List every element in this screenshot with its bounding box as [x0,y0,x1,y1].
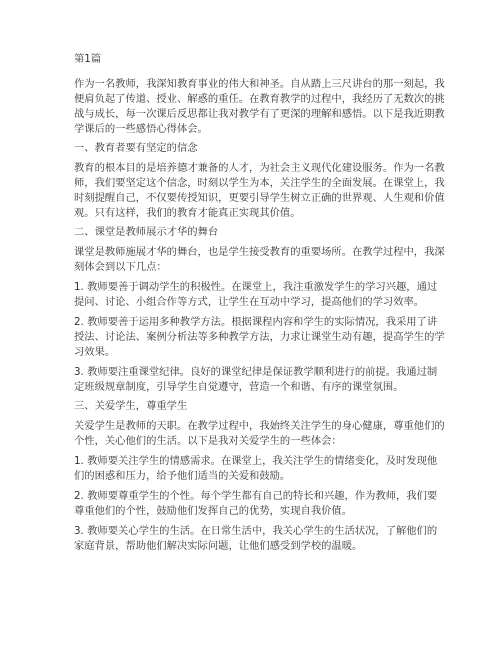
paragraph-line: 时刻提醒自己，不仅要传授知识，更要引导学生树立正确的世界观、人生观和价值 [74,192,445,204]
paragraph [74,524,438,554]
paragraph-line: 3. 教师要注重课堂纪律。良好的课堂纪律是保证教学顺利进行的前提。我通过制 [74,366,438,378]
heading-text: 二、课堂是教师展示才华的舞台 [74,226,219,238]
paragraph-line: 作为一名教师，我深知教育事业的伟大和神圣。自从踏上三尺讲台的那一刻起，我 [74,78,445,90]
paragraph-line: 定班级规章制度，引导学生自觉遵守，营造一个和谐、有序的课堂氛围。 [74,381,404,393]
paragraph-line: 3. 教师要关心学生的生活。在日常生活中，我关心学生的生活状况，了解他们的 [74,525,438,537]
paragraph-line: 尊重他们的个性，鼓励他们发挥自己的优势，实现自我价值。 [74,505,353,517]
paragraph-line: 授法、讨论法、案例分析法等多种教学方法，力求让课堂生动有趣，提高学生的学 [74,331,445,343]
paragraph-line: 习效果。 [74,346,116,358]
paragraph [74,489,438,519]
paragraph [74,77,445,137]
spacer [74,67,430,72]
paragraph [74,245,445,275]
paragraph-line: 关爱学生是教师的天职。在教学过程中，我始终关注学生的身心健康，尊重他们的 [74,420,445,432]
paragraph-line: 1. 教师要关注学生的情感需求。在课堂上，我关注学生的情绪变化，及时发现他 [74,455,438,467]
paragraph-line: 便肩负起了传道、授业、解惑的重任。在教育教学的过程中，我经历了无数次的挑 [74,93,445,105]
paragraph-line: 观。只有这样，我们的教育才能真正实现其价值。 [74,207,301,219]
paragraph [74,161,445,221]
paragraph-line: 2. 教师要善于运用多种教学方法。根据课程内容和学生的实际情况，我采用了讲 [74,316,438,328]
paragraph [74,365,438,395]
paragraph-line: 1. 教师要善于调动学生的积极性。在课堂上，我注重激发学生的学习兴趣，通过 [74,281,438,293]
section-heading [74,399,430,414]
paragraph-line: 提问、讨论、小组合作等方式，让学生在互动中学习，提高他们的学习效率。 [74,296,425,308]
paragraph-line: 们的困惑和压力，给予他们适当的关爱和鼓励。 [74,470,291,482]
paragraph-line: 课堂是教师施展才华的舞台，也是学生接受教育的重要场所。在教学过程中，我深 [74,246,445,258]
paragraph [74,454,438,484]
paragraph-line: 战与成长，每一次课后反思都让我对教学有了更深的理解和感悟。以下是我近期教 [74,108,445,120]
section-label: 第1篇 [74,53,102,65]
paragraph [74,280,438,310]
paragraph-line: 教育的根本目的是培养德才兼备的人才，为社会主义现代化建设服务。作为一名教 [74,162,445,174]
document-page [74,52,445,554]
paragraph-line: 刻体会到以下几点： [74,261,167,273]
paragraph-line: 师，我们要坚定这个信念，时刻以学生为本，关注学生的全面发展。在课堂上，我 [74,177,445,189]
document-body [74,77,445,554]
paragraph-line: 个性，关心他们的生活。以下是我对关爱学生的一些体会： [74,435,342,447]
paragraph-line: 学课后的一些感悟心得体会。 [74,123,208,135]
heading-text: 一、教育者要有坚定的信念 [74,142,198,154]
heading-text: 三、关爱学生，尊重学生 [74,400,188,412]
paragraph [74,419,445,449]
section-heading [74,141,430,156]
paragraph-line: 2. 教师要尊重学生的个性。每个学生都有自己的特长和兴趣，作为教师，我们要 [74,490,438,502]
paragraph [74,315,445,360]
paragraph-line: 家庭背景，帮助他们解决实际问题，让他们感受到学校的温暖。 [74,540,363,552]
section-heading [74,225,430,240]
